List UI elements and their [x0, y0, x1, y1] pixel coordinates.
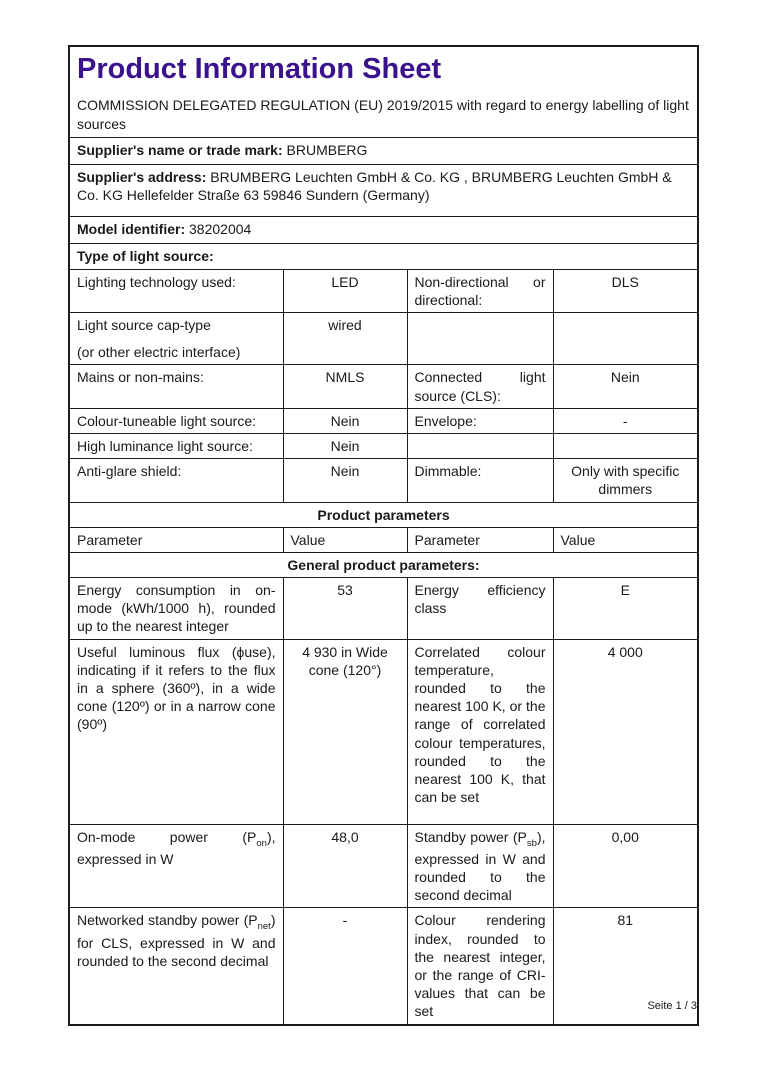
param-label: On-mode power $(P_{on})$, expressed in W [69, 824, 283, 908]
model-identifier-cell [69, 216, 698, 243]
param-value: LED [283, 269, 407, 312]
param-value: Nein [283, 433, 407, 458]
param-value: Nein [283, 459, 407, 502]
supplier-address-label: Supplier's address: [77, 168, 207, 185]
supplier-name-row [69, 137, 698, 164]
param-value: 53 [283, 578, 407, 640]
title-row [69, 46, 698, 137]
table-row [69, 269, 698, 312]
param-label: Mains or non-mains: [69, 365, 283, 408]
param-label: Colour-tuneable light source: [69, 408, 283, 433]
param-value: 4 930 in Wide cone (120°) [283, 639, 407, 824]
product-information-table [68, 45, 699, 1026]
general-parameters-header: General product parameters: [69, 552, 698, 577]
param-label [407, 313, 553, 365]
param-label: Non-directional or directional: [407, 269, 553, 312]
param-value: 81 [553, 908, 698, 1025]
param-label: High luminance light source: [69, 433, 283, 458]
param-value: Nein [283, 408, 407, 433]
column-header: Parameter [69, 527, 283, 552]
param-value [553, 313, 698, 365]
model-identifier-label: Model identifier: [77, 220, 186, 237]
param-label-line1: Light source cap-type [77, 317, 211, 334]
param-label: Standby power $(P_{sb})$, expressed in W and rounded to the second decimal [407, 824, 553, 908]
param-label: Dimmable: [407, 459, 553, 502]
type-header-label: Type of light source: [69, 243, 698, 269]
general-parameters-header-row [69, 552, 698, 577]
table-row [69, 824, 698, 908]
regulation-subtitle: COMMISSION DELEGATED REGULATION (EU) 2019/2015 with regard to energy labelling of light sources [77, 96, 689, 132]
supplier-name-value: BRUMBERG [286, 141, 368, 158]
param-value: Nein [553, 365, 698, 408]
supplier-name-cell [69, 137, 698, 164]
param-value: 48,0 [283, 824, 407, 908]
product-parameters-header-row [69, 502, 698, 527]
param-value: NMLS [283, 365, 407, 408]
param-label [69, 313, 283, 365]
column-header-row [69, 527, 698, 552]
page-number: Seite 1 / 3 [647, 1000, 697, 1012]
param-value: E [553, 578, 698, 640]
table-row [69, 313, 698, 365]
param-value: Only with specific dimmers [553, 459, 698, 502]
param-value: wired [283, 313, 407, 365]
param-label: Energy consumption in on-mode (kWh/1000 h), rounded up to the nearest integer [69, 578, 283, 640]
param-label: Useful luminous flux (ϕuse), indicating if it refers to the flux in a sphere (360º), in a wide cone (120º) or in a narrow cone (90º) [69, 639, 283, 824]
model-identifier-row [69, 216, 698, 243]
table-row [69, 459, 698, 502]
column-header: Parameter [407, 527, 553, 552]
column-header: Value [553, 527, 698, 552]
param-value [553, 433, 698, 458]
param-label: Connected light source (CLS): [407, 365, 553, 408]
param-value: 4 000 [553, 639, 698, 824]
column-header: Value [283, 527, 407, 552]
type-header-row [69, 243, 698, 269]
product-parameters-header: Product parameters [69, 502, 698, 527]
table-row [69, 408, 698, 433]
param-value: DLS [553, 269, 698, 312]
param-value: - [553, 408, 698, 433]
param-label-line2: (or other electric interface) [77, 344, 241, 361]
param-label: Networked standby power $(P_{net})$ for CLS, expressed in W and rounded to the second decimal [69, 908, 283, 1025]
table-row [69, 365, 698, 408]
table-row [69, 578, 698, 640]
param-label: Colour rendering index, rounded to the nearest integer, or the range of CRI-values that can be set [407, 908, 553, 1025]
supplier-name-label: Supplier's name or trade mark: [77, 141, 283, 158]
param-label: Energy efficiency class [407, 578, 553, 640]
param-label: Envelope: [407, 408, 553, 433]
page-footer [68, 1000, 697, 1012]
supplier-address-cell [69, 164, 698, 216]
param-label: Lighting technology used: [69, 269, 283, 312]
model-identifier-value: 38202004 [189, 220, 252, 237]
supplier-address-value: BRUMBERG Leuchten GmbH & Co. KG , BRUMBERG Leuchten GmbH & Co. KG Hellefelder Straße 63 59846 Sundern (Germany) [77, 168, 672, 203]
table-row [69, 433, 698, 458]
title-cell [69, 46, 698, 137]
param-value: 0,00 [553, 824, 698, 908]
table-row [69, 639, 698, 824]
supplier-address-row [69, 164, 698, 216]
page-title: Product Information Sheet [77, 53, 442, 85]
param-label: Anti-glare shield: [69, 459, 283, 502]
param-label: Correlated colour temperature, rounded to the nearest 100 K, or the range of correlated colour temperatures, rounded to the nearest 100 K, that can be set [407, 639, 553, 824]
param-value: - [283, 908, 407, 1025]
param-label [407, 433, 553, 458]
